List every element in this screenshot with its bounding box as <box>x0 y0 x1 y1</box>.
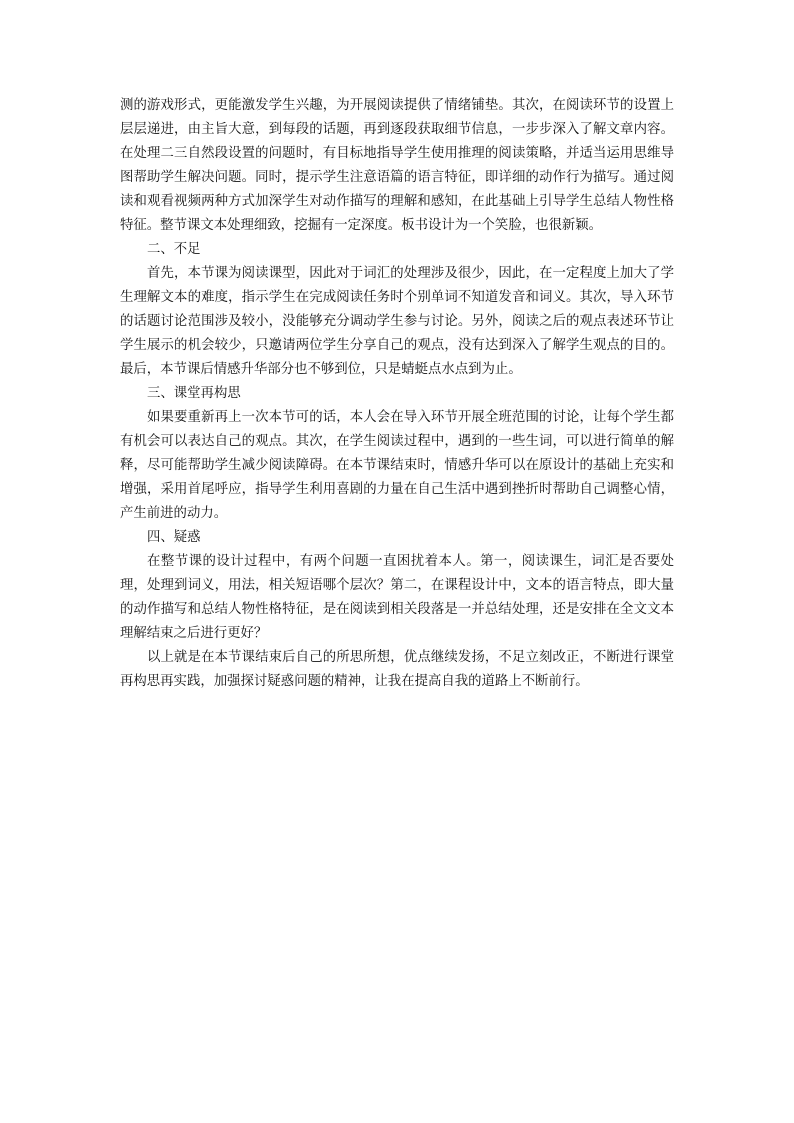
paragraph-doubts: 在整节课的设计过程中，有两个问题一直困扰着本人。第一，阅读课生，词汇是否要处理，处理到词义，用法，相关短语哪个层次？第二，在课程设计中，文本的语言特点，即大量的动作描写和总结人物性格特征，是在阅读到相关段落是一并总结处理，还是安排在全文文本理解结束之后进行更好？ <box>120 554 674 641</box>
paragraph-strengths-continued: 测的游戏形式，更能激发学生兴趣，为开展阅读提供了情绪铺垫。其次，在阅读环节的设置上层层递进，由主旨大意，到每段的话题，再到逐段获取细节信息，一步步深入了解文章内容。在处理二三自然段设置的问题时，有目标地指导学生使用推理的阅读策略，并适当运用思维导图帮助学生解决问题。同时，提示学生注意语篇的语言特征，即详细的动作行为描写。通过阅读和观看视频两种方式加深学生对动作描写的理解和感知，在此基础上引导学生总结人物性格特征。整节课文本处理细致，挖掘有一定深度。板书设计为一个笑脸，也很新颖。 <box>120 98 674 233</box>
paragraph-reconception: 如果要重新再上一次本节可的话，本人会在导入环节开展全班范围的讨论，让每个学生都有机会可以表达自己的观点。其次，在学生阅读过程中，遇到的一些生词，可以进行简单的解释，尽可能帮助学生减少阅读障碍。在本节课结束时，情感升华可以在原设计的基础上充实和增强，采用首尾呼应，指导学生利用喜剧的力量在自己生活中遇到挫折时帮助自己调整心情，产生前进的动力。 <box>120 410 674 521</box>
document-page <box>120 94 674 694</box>
paragraph-conclusion: 以上就是在本节课结束后自己的所思所想，优点继续发扬，不足立刻改正，不断进行课堂再构思再实践，加强探讨疑惑问题的精神，让我在提高自我的道路上不断前行。 <box>120 650 674 689</box>
paragraph-shortcomings: 首先，本节课为阅读课型，因此对于词汇的处理涉及很少，因此，在一定程度上加大了学生理解文本的难度，指示学生在完成阅读任务时个别单词不知道发音和词义。其次，导入环节的话题讨论范围涉及较小，没能够充分调动学生参与讨论。另外，阅读之后的观点表述环节让学生展示的机会较少，只邀请两位学生分享自己的观点，没有达到深入了解学生观点的目的。最后，本节课后情感升华部分也不够到位，只是蜻蜓点水点到为止。 <box>120 266 674 377</box>
heading-reconception: 三、课堂再构思 <box>147 386 241 401</box>
heading-shortcomings: 二、不足 <box>147 242 201 257</box>
heading-doubts: 四、疑惑 <box>147 530 201 545</box>
